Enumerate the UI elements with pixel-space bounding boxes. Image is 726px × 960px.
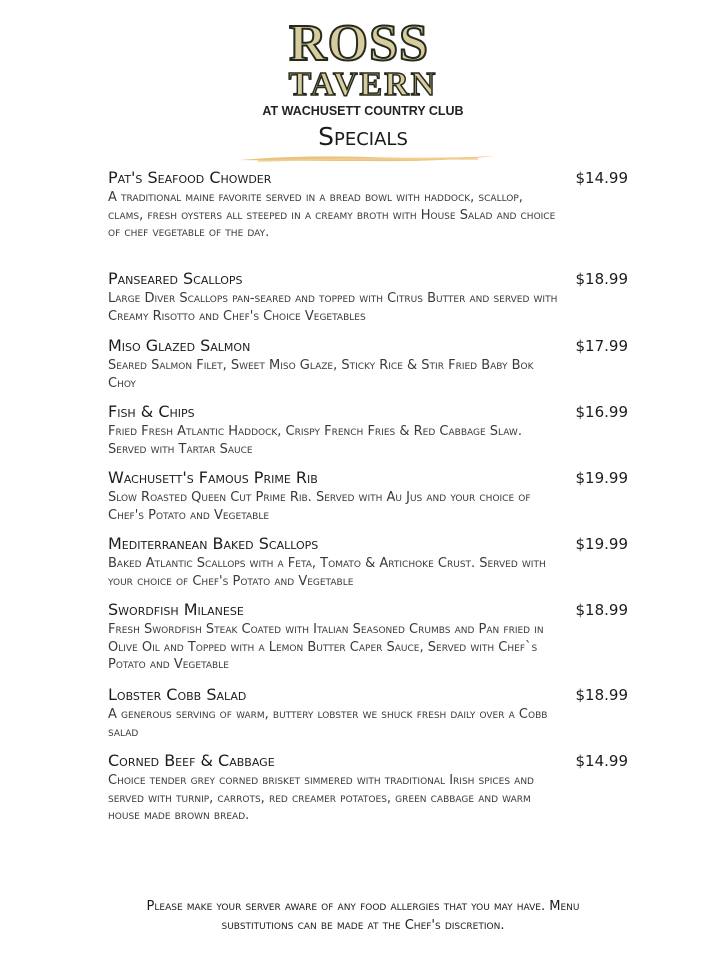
menu-item <box>108 685 628 751</box>
menu-item <box>108 534 628 600</box>
decorative-swash <box>238 153 498 165</box>
item-description: Fresh Swordfish Steak Coated with Italian Seasoned Crumbs and Pan fried in Olive Oil and Topped with a Lemon Butter Caper Sauce, Served with Chef`s Potato and Vegetable <box>108 622 544 672</box>
page-title: Specials <box>318 122 408 151</box>
item-price: $14.99 <box>575 752 628 770</box>
logo-subtitle: AT WACHUSETT COUNTRY CLUB <box>262 104 464 118</box>
item-price: $18.99 <box>575 270 628 288</box>
restaurant-logo <box>0 15 726 118</box>
item-price: $19.99 <box>575 469 628 487</box>
item-price: $19.99 <box>575 535 628 553</box>
menu-item <box>108 600 628 685</box>
logo-tavern-text: TAVERN <box>288 66 438 103</box>
item-price: $16.99 <box>575 403 628 421</box>
item-name: Panseared Scallops <box>108 269 243 288</box>
item-description: Choice tender grey corned brisket simmered with traditional Irish spices and served with turnip, carrots, red creamer potatoes, green cabbage and warm house made brown bread. <box>108 773 534 823</box>
item-name: Lobster Cobb Salad <box>108 685 247 704</box>
item-price: $18.99 <box>575 686 628 704</box>
item-name: Wachusett's Famous Prime Rib <box>108 468 318 487</box>
item-price: $17.99 <box>575 337 628 355</box>
item-description: Slow Roasted Queen Cut Prime Rib. Served with Au Jus and your choice of Chef's Potato and Vegetable <box>108 490 531 523</box>
menu-item <box>108 168 628 269</box>
item-description: Large Diver Scallops pan-seared and topped with Citrus Butter and served with Creamy Risotto and Chef's Choice Vegetables <box>108 291 558 324</box>
item-description: Baked Atlantic Scallops with a Feta, Tomato & Artichoke Crust. Served with your choice of Chef's Potato and Vegetable <box>108 556 546 589</box>
item-name: Mediterranean Baked Scallops <box>108 534 319 553</box>
menu-item <box>108 468 628 534</box>
item-description: A generous serving of warm, buttery lobster we shuck fresh daily over a Cobb salad <box>108 707 548 740</box>
menu-item <box>108 336 628 402</box>
item-price: $14.99 <box>575 169 628 187</box>
item-name: Miso Glazed Salmon <box>108 336 251 355</box>
allergy-notice: Please make your server aware of any food allergies that you may have. Menu substitutions can be made at the Chef's discretion. <box>146 899 580 933</box>
item-description: Fried Fresh Atlantic Haddock, Crispy French Fries & Red Cabbage Slaw. Served with Tartar Sauce <box>108 424 522 457</box>
item-name: Fish & Chips <box>108 402 195 421</box>
menu-item <box>108 402 628 468</box>
item-name: Pat's Seafood Chowder <box>108 168 272 187</box>
menu-item <box>108 269 628 336</box>
specials-menu <box>108 168 628 831</box>
item-name: Corned Beef & Cabbage <box>108 751 275 770</box>
item-description: Seared Salmon Filet, Sweet Miso Glaze, Sticky Rice & Stir Fried Baby Bok Choy <box>108 358 534 391</box>
menu-item <box>108 751 628 831</box>
item-price: $18.99 <box>575 601 628 619</box>
item-name: Swordfish Milanese <box>108 600 244 619</box>
logo-ross-text: ROSS <box>289 15 429 72</box>
item-description: A traditional maine favorite served in a bread bowl with haddock, scallop, clams, fresh oysters all steeped in a creamy broth with House Salad and choice of chef vegetable of the day. <box>108 190 556 240</box>
